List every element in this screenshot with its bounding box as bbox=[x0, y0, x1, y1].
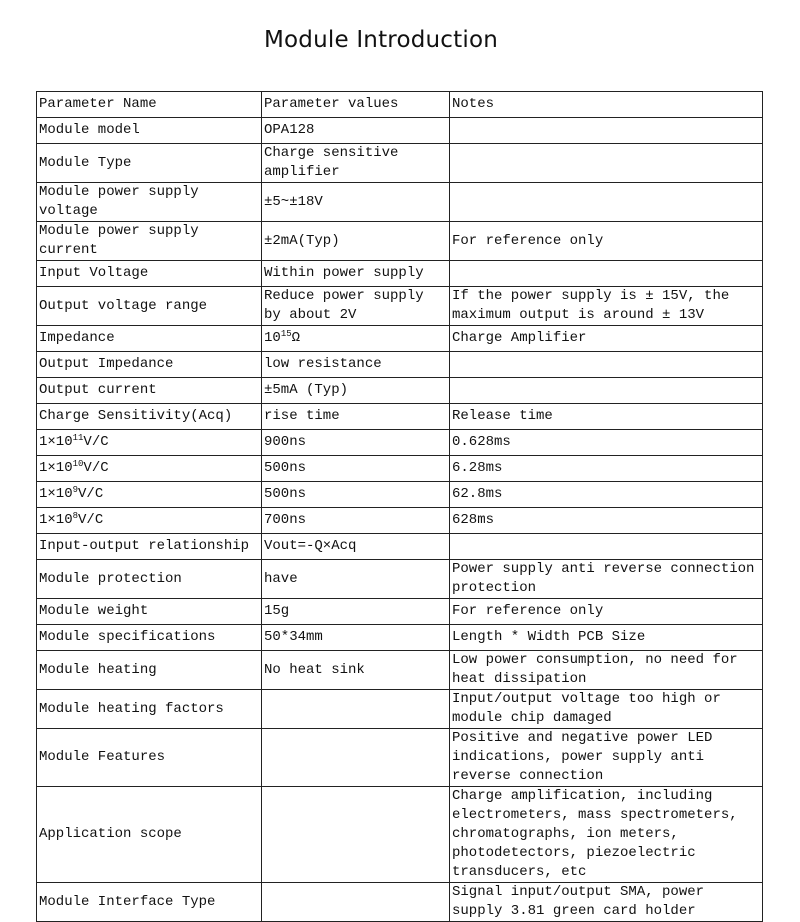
param-value: 500ns bbox=[262, 482, 450, 508]
header-parameter-values: Parameter values bbox=[262, 92, 450, 118]
param-name bbox=[37, 508, 262, 534]
param-name: Application scope bbox=[37, 787, 262, 883]
param-value: low resistance bbox=[262, 352, 450, 378]
name-exponent: 11 bbox=[72, 433, 84, 443]
table-row bbox=[37, 534, 763, 560]
param-note: Length * Width PCB Size bbox=[450, 625, 763, 651]
param-value: OPA128 bbox=[262, 118, 450, 144]
param-note: 62.8ms bbox=[450, 482, 763, 508]
name-base: 1×10 bbox=[39, 486, 73, 502]
param-value: 15g bbox=[262, 599, 450, 625]
table-row bbox=[37, 625, 763, 651]
param-name: Module heating factors bbox=[37, 690, 262, 729]
param-name: Module protection bbox=[37, 560, 262, 599]
name-unit: V/C bbox=[83, 434, 109, 450]
name-exponent: 9 bbox=[72, 485, 79, 495]
table-row bbox=[37, 508, 763, 534]
param-value: ±2mA(Typ) bbox=[262, 222, 450, 261]
table-row bbox=[37, 222, 763, 261]
table-header-row bbox=[37, 92, 763, 118]
param-name: Module power supply current bbox=[37, 222, 262, 261]
param-note: Signal input/output SMA, power supply 3.81 green card holder bbox=[450, 883, 763, 922]
header-notes: Notes bbox=[450, 92, 763, 118]
param-note bbox=[450, 352, 763, 378]
table-row bbox=[37, 183, 763, 222]
param-value: Charge sensitive amplifier bbox=[262, 144, 450, 183]
param-name: Charge Sensitivity(Acq) bbox=[37, 404, 262, 430]
table-row bbox=[37, 118, 763, 144]
name-base: 1×10 bbox=[39, 460, 73, 476]
param-note: Release time bbox=[450, 404, 763, 430]
param-note: If the power supply is ± 15V, the maximum output is around ± 13V bbox=[450, 287, 763, 326]
param-name bbox=[37, 482, 262, 508]
name-unit: V/C bbox=[78, 486, 104, 502]
param-value: 900ns bbox=[262, 430, 450, 456]
param-name bbox=[37, 456, 262, 482]
param-value: have bbox=[262, 560, 450, 599]
table-row bbox=[37, 883, 763, 922]
table-row bbox=[37, 599, 763, 625]
param-value: 500ns bbox=[262, 456, 450, 482]
param-note bbox=[450, 534, 763, 560]
param-name: Input Voltage bbox=[37, 261, 262, 287]
param-name: Module Type bbox=[37, 144, 262, 183]
table-row bbox=[37, 352, 763, 378]
table-row bbox=[37, 404, 763, 430]
param-value: ±5mA (Typ) bbox=[262, 378, 450, 404]
param-value: No heat sink bbox=[262, 651, 450, 690]
table-row bbox=[37, 651, 763, 690]
param-name: Input-output relationship bbox=[37, 534, 262, 560]
param-note bbox=[450, 118, 763, 144]
param-name: Module model bbox=[37, 118, 262, 144]
param-note: For reference only bbox=[450, 222, 763, 261]
name-base: 1×10 bbox=[39, 434, 73, 450]
name-unit: V/C bbox=[78, 512, 104, 528]
table-row bbox=[37, 326, 763, 352]
param-name: Output Impedance bbox=[37, 352, 262, 378]
param-name: Output voltage range bbox=[37, 287, 262, 326]
param-value: Reduce power supply by about 2V bbox=[262, 287, 450, 326]
param-value: rise time bbox=[262, 404, 450, 430]
name-unit: V/C bbox=[83, 460, 109, 476]
param-name: Module heating bbox=[37, 651, 262, 690]
param-name: Impedance bbox=[37, 326, 262, 352]
param-note: Power supply anti reverse connection protection bbox=[450, 560, 763, 599]
header-parameter-name: Parameter Name bbox=[37, 92, 262, 118]
param-note: 0.628ms bbox=[450, 430, 763, 456]
param-note bbox=[450, 183, 763, 222]
param-note: 6.28ms bbox=[450, 456, 763, 482]
name-exponent: 8 bbox=[72, 511, 79, 521]
param-value: 50*34mm bbox=[262, 625, 450, 651]
param-name: Module weight bbox=[37, 599, 262, 625]
table-row bbox=[37, 456, 763, 482]
table-row bbox=[37, 261, 763, 287]
page-title: Module Introduction bbox=[263, 27, 499, 53]
param-value: Vout=-Q×Acq bbox=[262, 534, 450, 560]
param-note bbox=[450, 144, 763, 183]
table-row bbox=[37, 482, 763, 508]
param-note: For reference only bbox=[450, 599, 763, 625]
param-note: Charge amplification, including electrometers, mass spectrometers, chromatographs, ion meters, photodetectors, piezoelectric transducers, etc bbox=[450, 787, 763, 883]
param-value: ±5~±18V bbox=[262, 183, 450, 222]
param-value bbox=[262, 729, 450, 787]
table-row bbox=[37, 144, 763, 183]
param-name: Module Interface Type bbox=[37, 883, 262, 922]
param-note: Charge Amplifier bbox=[450, 326, 763, 352]
param-note: 628ms bbox=[450, 508, 763, 534]
table-row bbox=[37, 378, 763, 404]
param-note: Low power consumption, no need for heat dissipation bbox=[450, 651, 763, 690]
param-value bbox=[262, 883, 450, 922]
param-name bbox=[37, 430, 262, 456]
param-name: Module power supply voltage bbox=[37, 183, 262, 222]
name-base: 1×10 bbox=[39, 512, 73, 528]
table-row bbox=[37, 560, 763, 599]
name-exponent: 10 bbox=[72, 459, 84, 469]
table-row bbox=[37, 729, 763, 787]
table-row bbox=[37, 787, 763, 883]
table-row bbox=[37, 690, 763, 729]
param-value: Within power supply bbox=[262, 261, 450, 287]
param-note: Positive and negative power LED indications, power supply anti reverse connection bbox=[450, 729, 763, 787]
param-value bbox=[262, 690, 450, 729]
param-note bbox=[450, 378, 763, 404]
table-row bbox=[37, 430, 763, 456]
table-row bbox=[37, 287, 763, 326]
param-note bbox=[450, 261, 763, 287]
param-value bbox=[262, 787, 450, 883]
param-value: 700ns bbox=[262, 508, 450, 534]
param-name: Module Features bbox=[37, 729, 262, 787]
specification-table bbox=[36, 91, 763, 922]
value-base: 10 bbox=[264, 330, 281, 346]
param-note: Input/output voltage too high or module chip damaged bbox=[450, 690, 763, 729]
value-exponent: 15 bbox=[280, 329, 292, 339]
param-name: Module specifications bbox=[37, 625, 262, 651]
value-unit: Ω bbox=[291, 330, 301, 346]
param-value bbox=[262, 326, 450, 352]
param-name: Output current bbox=[37, 378, 262, 404]
